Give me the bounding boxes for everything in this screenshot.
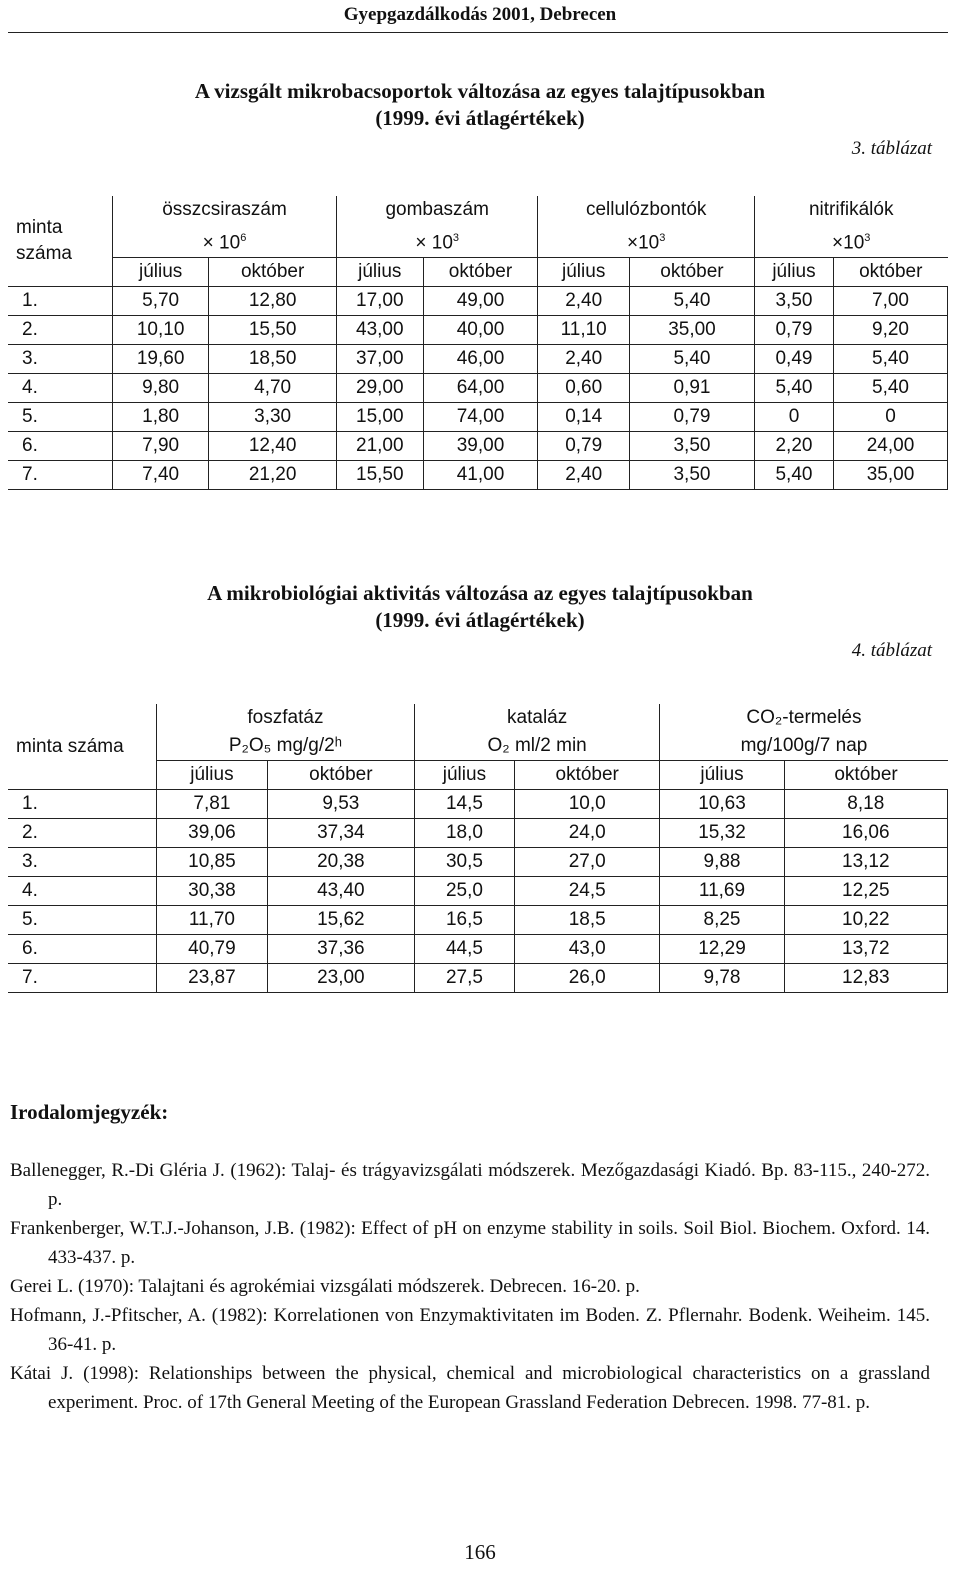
table-cell: 10,85 <box>157 848 268 877</box>
table-cell: 37,34 <box>267 819 414 848</box>
subheader-month: július <box>336 258 423 287</box>
group-unit: $\times 10^3$ <box>627 232 666 254</box>
table-cell: 7,90 <box>113 432 209 461</box>
subheader-month: július <box>754 258 833 287</box>
group-unit: $\times 10^3$ <box>832 232 871 254</box>
table-cell: 9,80 <box>113 374 209 403</box>
table3-group-header <box>754 196 947 258</box>
reference-item: Kátai J. (1998): Relationships between the physical, chemical and microbiological characteristics on a grassland experiment. Proc. of 17th General Meeting of the European Grassland Federation Debrecen. 1998. 77-81. p. <box>10 1363 930 1413</box>
table-row <box>8 877 948 906</box>
group-name: gombaszám <box>385 199 489 220</box>
table-cell: 3,50 <box>754 287 833 316</box>
table-row <box>8 432 948 461</box>
table-cell: 15,50 <box>209 316 337 345</box>
table-cell: 0,79 <box>754 316 833 345</box>
table-cell: 26,0 <box>514 964 659 993</box>
table-cell: 5,40 <box>754 461 833 490</box>
table-cell: 10,63 <box>660 790 784 819</box>
table-row <box>8 345 948 374</box>
table-cell: 15,62 <box>267 906 414 935</box>
table-cell: 27,5 <box>414 964 514 993</box>
table-cell: 18,0 <box>414 819 514 848</box>
table-cell: 49,00 <box>423 287 538 316</box>
table-cell: 18,5 <box>514 906 659 935</box>
group-name: összcsiraszám <box>162 199 287 220</box>
table-cell: 15,50 <box>336 461 423 490</box>
table-cell: 43,0 <box>514 935 659 964</box>
table-row <box>8 906 948 935</box>
row-id: 7. <box>8 461 113 490</box>
table-cell: 0,60 <box>538 374 630 403</box>
table-row <box>8 935 948 964</box>
table-cell: 2,40 <box>538 287 630 316</box>
table-cell: 23,87 <box>157 964 268 993</box>
subheader-month: október <box>784 761 947 790</box>
table-cell: 0,91 <box>629 374 754 403</box>
table4-title-line2: (1999. évi átlagértékek) <box>375 608 585 632</box>
table-row <box>8 964 948 993</box>
table-cell: 11,70 <box>157 906 268 935</box>
subheader-month: október <box>514 761 659 790</box>
table-row <box>8 819 948 848</box>
table-cell: 0,79 <box>629 403 754 432</box>
table-cell: 15,00 <box>336 403 423 432</box>
table-row <box>8 403 948 432</box>
table3-group-header <box>113 196 337 258</box>
table-cell: 23,00 <box>267 964 414 993</box>
table-cell: 7,00 <box>834 287 948 316</box>
header-rule <box>8 32 948 33</box>
table-cell: 12,25 <box>784 877 947 906</box>
table-cell: 8,25 <box>660 906 784 935</box>
table4-title-line1: A mikrobiológiai aktivitás változása az egyes talajtípusokban <box>207 581 753 605</box>
table3-group-header <box>336 196 537 258</box>
table-cell: 12,29 <box>660 935 784 964</box>
table-cell: 30,38 <box>157 877 268 906</box>
subheader-month: október <box>209 258 337 287</box>
table-cell: 3,50 <box>629 432 754 461</box>
table4-group-header <box>414 704 660 761</box>
row-id: 3. <box>8 345 113 374</box>
table-cell: 27,0 <box>514 848 659 877</box>
table-cell: 2,20 <box>754 432 833 461</box>
table-cell: 0 <box>834 403 948 432</box>
row-id: 5. <box>8 403 113 432</box>
table-row <box>8 287 948 316</box>
table-cell: 24,0 <box>514 819 659 848</box>
table-cell: 9,53 <box>267 790 414 819</box>
reference-item: Ballenegger, R.-Di Gléria J. (1962): Talaj- és trágyavizsgálati módszerek. Mezőgazdasági Kiadó. Bp. 83-115., 240-272. p. <box>10 1160 930 1210</box>
table-cell: 10,22 <box>784 906 947 935</box>
table-cell: 25,0 <box>414 877 514 906</box>
table-cell: 35,00 <box>834 461 948 490</box>
table-cell: 2,40 <box>538 461 630 490</box>
table-cell: 9,78 <box>660 964 784 993</box>
row-id: 1. <box>8 790 157 819</box>
table-cell: 18,50 <box>209 345 337 374</box>
table3-title-line2: (1999. évi átlagértékek) <box>375 106 585 130</box>
row-id: 6. <box>8 432 113 461</box>
group-unit: × $10^6$ <box>202 232 247 254</box>
table-cell: 13,12 <box>784 848 947 877</box>
row-id: 1. <box>8 287 113 316</box>
table-cell: 0,14 <box>538 403 630 432</box>
table4-label: 4. táblázat <box>851 640 932 661</box>
subheader-month: július <box>414 761 514 790</box>
table-cell: 10,0 <box>514 790 659 819</box>
row-id: 6. <box>8 935 157 964</box>
table-cell: 29,00 <box>336 374 423 403</box>
table-cell: 39,06 <box>157 819 268 848</box>
table-cell: 7,40 <box>113 461 209 490</box>
table-cell: 0,49 <box>754 345 833 374</box>
table-cell: 46,00 <box>423 345 538 374</box>
table-cell: 4,70 <box>209 374 337 403</box>
table-cell: 12,40 <box>209 432 337 461</box>
table-cell: 8,18 <box>784 790 947 819</box>
table-cell: 37,36 <box>267 935 414 964</box>
table-cell: 30,5 <box>414 848 514 877</box>
table3-group-header <box>538 196 755 258</box>
group-name: cellulózbontók <box>585 199 707 220</box>
group-unit: × $10^3$ <box>415 232 460 254</box>
group-name: nitrifikálók <box>808 199 894 220</box>
group-unit: O₂ ml/2 min <box>487 735 587 756</box>
table-cell: 21,20 <box>209 461 337 490</box>
table-row <box>8 374 948 403</box>
group-name: CO₂-termelés <box>746 707 862 728</box>
table-cell: 15,32 <box>660 819 784 848</box>
references-list <box>10 1156 930 1417</box>
table-cell: 16,5 <box>414 906 514 935</box>
table-cell: 24,00 <box>834 432 948 461</box>
reference-item: Frankenberger, W.T.J.-Johanson, J.B. (1982): Effect of pH on enzyme stability in soils. Soil Biol. Biochem. Oxford. 14. 433-437. p. <box>10 1218 930 1268</box>
reference-item: Hofmann, J.-Pfitscher, A. (1982): Korrelationen von Enzymaktivitaten im Boden. Z. Pflernahr. Bodenk. Weiheim. 145. 36-41. p. <box>10 1305 930 1355</box>
table-cell: 0,79 <box>538 432 630 461</box>
group-name: foszfatáz <box>247 707 324 728</box>
table-cell: 41,00 <box>423 461 538 490</box>
table-cell: 37,00 <box>336 345 423 374</box>
reference-item: Gerei L. (1970): Talajtani és agrokémiai vizsgálati módszerek. Debrecen. 16-20. p. <box>10 1276 640 1297</box>
table3-label: 3. táblázat <box>851 138 932 159</box>
table3 <box>8 196 948 490</box>
table4-corner: minta száma <box>8 704 157 790</box>
table-cell: 13,72 <box>784 935 947 964</box>
table4-title <box>0 580 960 634</box>
subheader-month: október <box>629 258 754 287</box>
table-cell: 21,00 <box>336 432 423 461</box>
table-cell: 17,00 <box>336 287 423 316</box>
table-cell: 14,5 <box>414 790 514 819</box>
row-id: 4. <box>8 374 113 403</box>
table-cell: 43,40 <box>267 877 414 906</box>
table-cell: 5,40 <box>629 287 754 316</box>
row-id: 4. <box>8 877 157 906</box>
table-cell: 3,50 <box>629 461 754 490</box>
table-cell: 35,00 <box>629 316 754 345</box>
subheader-month: október <box>423 258 538 287</box>
table-cell: 9,88 <box>660 848 784 877</box>
group-unit: P₂O₅ mg/g/2ʰ <box>228 735 342 756</box>
group-unit: mg/100g/7 nap <box>740 735 868 756</box>
table-cell: 11,10 <box>538 316 630 345</box>
table-cell: 40,79 <box>157 935 268 964</box>
references-heading: Irodalomjegyzék: <box>10 1100 169 1124</box>
table3-title <box>0 78 960 132</box>
group-name: kataláz <box>507 707 568 728</box>
table-row <box>8 790 948 819</box>
subheader-month: október <box>834 258 948 287</box>
table-cell: 64,00 <box>423 374 538 403</box>
row-id: 2. <box>8 316 113 345</box>
table-cell: 1,80 <box>113 403 209 432</box>
table3-corner: minta száma <box>8 196 113 287</box>
table-cell: 5,40 <box>754 374 833 403</box>
table-cell: 10,10 <box>113 316 209 345</box>
table-cell: 0 <box>754 403 833 432</box>
table-cell: 39,00 <box>423 432 538 461</box>
table3-title-line1: A vizsgált mikrobacsoportok változása az egyes talajtípusokban <box>194 79 766 103</box>
table-cell: 5,40 <box>834 345 948 374</box>
table-cell: 2,40 <box>538 345 630 374</box>
table-cell: 74,00 <box>423 403 538 432</box>
table-cell: 43,00 <box>336 316 423 345</box>
subheader-month: október <box>267 761 414 790</box>
table-row <box>8 461 948 490</box>
subheader-month: július <box>660 761 784 790</box>
row-id: 7. <box>8 964 157 993</box>
table-cell: 44,5 <box>414 935 514 964</box>
table4-group-header <box>660 704 948 761</box>
table-cell: 5,70 <box>113 287 209 316</box>
running-header: Gyepgazdálkodás 2001, Debrecen <box>343 4 617 25</box>
subheader-month: július <box>157 761 268 790</box>
table-cell: 19,60 <box>113 345 209 374</box>
table-row <box>8 316 948 345</box>
table-cell: 12,83 <box>784 964 947 993</box>
table-cell: 7,81 <box>157 790 268 819</box>
table-cell: 16,06 <box>784 819 947 848</box>
subheader-month: július <box>113 258 209 287</box>
subheader-month: július <box>538 258 630 287</box>
table-cell: 12,80 <box>209 287 337 316</box>
table-cell: 24,5 <box>514 877 659 906</box>
row-id: 3. <box>8 848 157 877</box>
table-cell: 9,20 <box>834 316 948 345</box>
table4-group-header <box>157 704 415 761</box>
table-cell: 5,40 <box>629 345 754 374</box>
table-cell: 11,69 <box>660 877 784 906</box>
row-id: 5. <box>8 906 157 935</box>
table-row <box>8 848 948 877</box>
table-cell: 3,30 <box>209 403 337 432</box>
table-cell: 20,38 <box>267 848 414 877</box>
row-id: 2. <box>8 819 157 848</box>
table4 <box>8 704 948 993</box>
table-cell: 5,40 <box>834 374 948 403</box>
table-cell: 40,00 <box>423 316 538 345</box>
page-number: 166 <box>464 1540 496 1564</box>
